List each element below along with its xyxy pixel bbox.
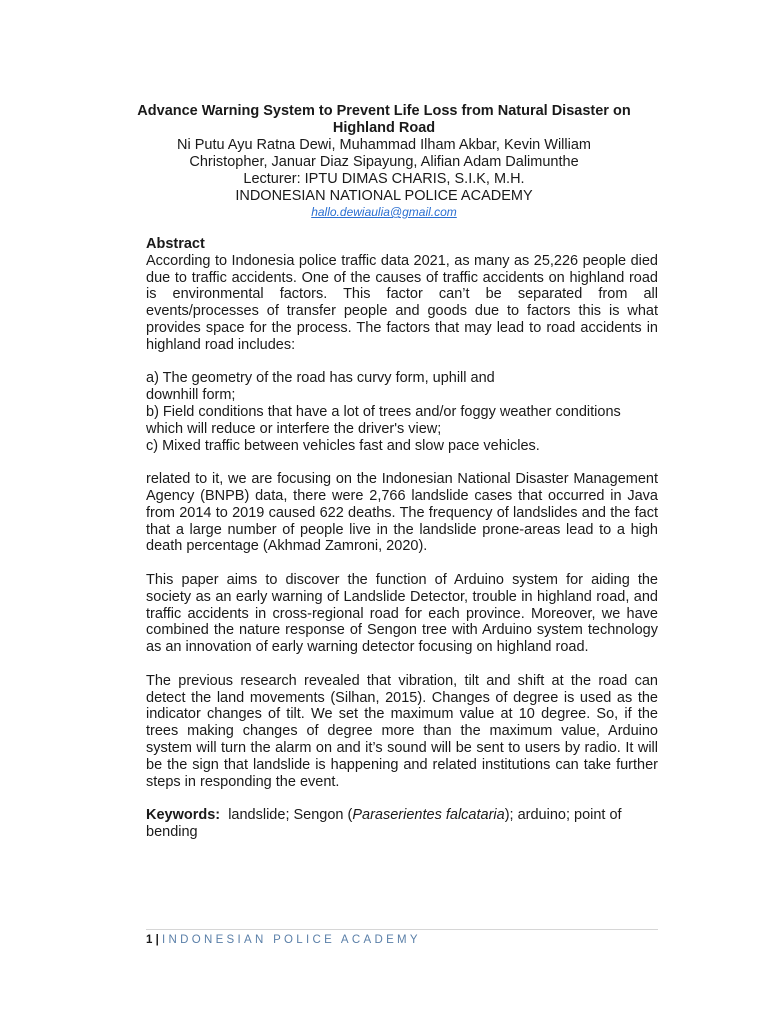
keywords-line xyxy=(146,807,658,841)
authors-line-1: Ni Putu Ayu Ratna Dewi, Muhammad Ilham Akbar, Kevin William xyxy=(177,137,591,153)
keywords-text-before: landslide; Sengon ( xyxy=(228,807,353,824)
email-link[interactable]: hallo.dewiaulia@gmail.com xyxy=(311,205,457,219)
page-number: 1 | xyxy=(146,934,159,946)
list-item-a-line-2: downhill form; xyxy=(146,387,236,404)
authors-line-2: Christopher, Januar Diaz Sipayung, Alifian Adam Dalimunthe xyxy=(189,154,579,170)
paper-title: Advance Warning System to Prevent Life Loss from Natural Disaster on Highland Road xyxy=(137,103,631,136)
list-item-c: c) Mixed traffic between vehicles fast and slow pace vehicles. xyxy=(146,437,540,454)
list-item-b: b) Field conditions that have a lot of trees and/or foggy weather conditions which will reduce or interfere the driver's view; xyxy=(146,403,621,437)
abstract-paragraph-2: related to it, we are focusing on the Indonesian National Disaster Management Agency (BNPB) data, there were 2,766 landslide cases that occurred in Java from 2014 to 2019 caused 622 deaths. The frequency of landslides and the fact that a large number of people live in the landslide prone-areas lead to a high death percentage (Akhmad Zamroni, 2020). xyxy=(146,471,658,555)
abstract-paragraph-4: The previous research revealed that vibration, tilt and shift at the road can detect the land movements (Silhan, 2015). Changes of degree is used as the indicator changes of tilt. We set the maximum value at 10 degree. So, if the trees making changes of degree more than the maximum value, Arduino system will turn the alarm on and it’s sound will be sent to users by radio. It will be the sign that landslide is happening and related institutions can take further steps in responding the event. xyxy=(146,672,658,790)
keywords-text-after: ); arduino; point of bending xyxy=(146,807,622,840)
author-block xyxy=(110,137,658,205)
lecturer-line: Lecturer: IPTU DIMAS CHARIS, S.I.K, M.H. xyxy=(243,171,525,187)
list-item-a-line-1: a) The geometry of the road has curvy form, uphill and xyxy=(146,370,495,387)
page-footer xyxy=(146,933,421,947)
footer-divider xyxy=(146,929,658,930)
footer-organization: INDONESIAN POLICE ACADEMY xyxy=(162,934,421,946)
institution-line: INDONESIAN NATIONAL POLICE ACADEMY xyxy=(235,188,533,204)
abstract-heading: Abstract xyxy=(146,236,205,252)
keywords-species: Paraserientes falcataria xyxy=(352,807,505,824)
abstract-section xyxy=(146,236,658,841)
abstract-paragraph-3: This paper aims to discover the function of Arduino system for aiding the society as an early warning of Landslide Detector, trouble in highland road, and traffic accidents in cross-regional road for each province. Moreover, we have combined the nature response of Sengon tree with Arduino system technology as an innovation of early warning detector focusing on highland road. xyxy=(146,571,658,656)
email-line xyxy=(110,205,658,220)
keywords-label: Keywords: xyxy=(146,807,221,824)
abstract-paragraph-1: According to Indonesia police traffic data 2021, as many as 25,226 people died due to traffic accidents. One of the causes of traffic accidents on highland road is environmental factors. This factor can’t be separated from all events/processes of transfer people and goods due to factors this is what provides space for the process. The factors that may lead to road accidents in highland road includes: xyxy=(146,252,658,353)
